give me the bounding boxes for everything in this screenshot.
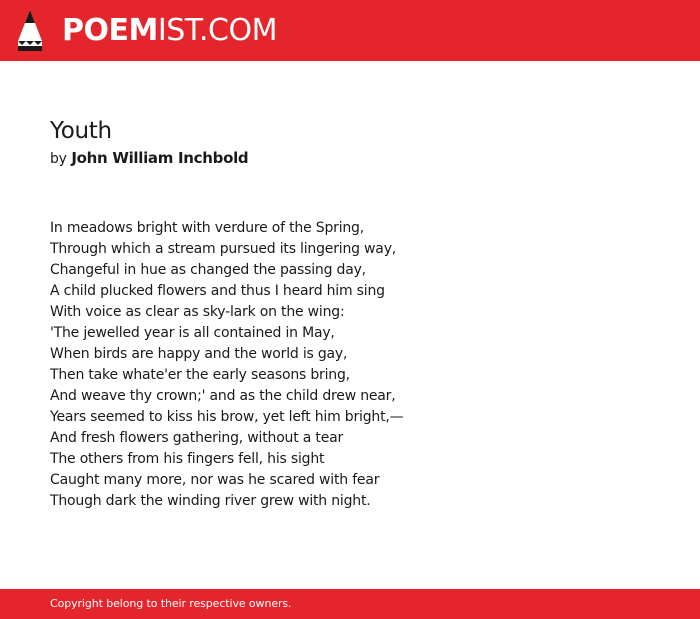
poem-line: When birds are happy and the world is gay, bbox=[50, 346, 348, 362]
pencil-tip-logo-icon[interactable] bbox=[18, 10, 42, 51]
poem-line: In meadows bright with verdure of the Spring, bbox=[50, 220, 364, 236]
poem-heading bbox=[50, 116, 670, 172]
site-footer bbox=[0, 589, 700, 619]
poem-line: Changeful in hue as changed the passing day, bbox=[50, 262, 366, 278]
poem-line: And weave thy crown;' and as the child drew near, bbox=[50, 388, 396, 404]
brand-bold-text: POEM bbox=[62, 13, 158, 48]
poem-body bbox=[50, 218, 670, 512]
poem-author: John William Inchbold bbox=[71, 149, 249, 167]
poem-line: A child plucked flowers and thus I heard him sing bbox=[50, 283, 385, 299]
poem-line: With voice as clear as sky-lark on the wing: bbox=[50, 304, 345, 320]
poem-byline bbox=[50, 146, 670, 172]
poem-line: Years seemed to kiss his brow, yet left him bright,— bbox=[50, 409, 404, 425]
poem-line: Then take whate'er the early seasons bring, bbox=[50, 367, 350, 383]
poem-line: And fresh flowers gathering, without a tear bbox=[50, 430, 344, 446]
poem-line: The others from his fingers fell, his sight bbox=[50, 451, 325, 467]
by-label: by bbox=[50, 151, 67, 167]
poem-line: 'The jewelled year is all contained in May, bbox=[50, 325, 335, 341]
copyright-text: Copyright belong to their respective owners. bbox=[50, 597, 292, 610]
site-header bbox=[0, 0, 700, 61]
poem-line: Though dark the winding river grew with night. bbox=[50, 493, 371, 509]
poem-title: Youth bbox=[50, 118, 112, 144]
poem-line: Through which a stream pursued its lingering way, bbox=[50, 241, 397, 257]
poem-line: Caught many more, nor was he scared with fear bbox=[50, 472, 380, 488]
site-brand-link[interactable] bbox=[62, 11, 277, 51]
brand-light-text: IST.COM bbox=[157, 13, 277, 48]
